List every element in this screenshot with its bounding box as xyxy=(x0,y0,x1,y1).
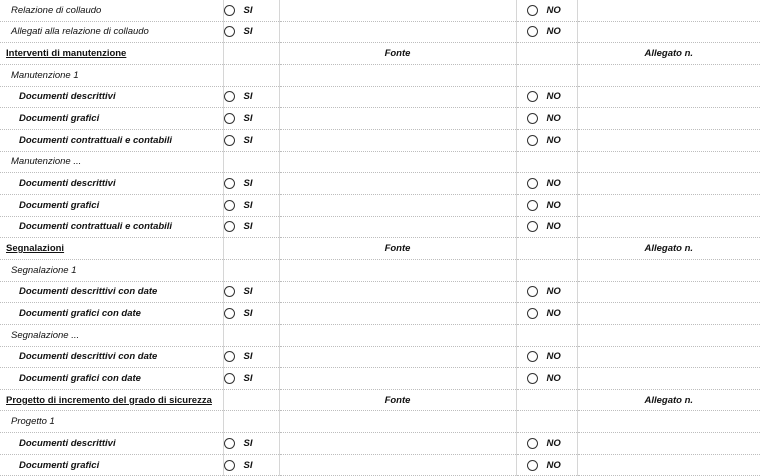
fonte-cell[interactable] xyxy=(279,0,516,21)
option-si xyxy=(223,303,279,325)
allegato-cell[interactable] xyxy=(577,454,760,476)
option-si xyxy=(223,281,279,303)
option-no xyxy=(516,21,577,43)
allegato-cell[interactable] xyxy=(577,194,760,216)
fonte-header: Fonte xyxy=(279,389,516,411)
option-no xyxy=(516,108,577,130)
allegato-cell[interactable] xyxy=(577,86,760,108)
radio-si[interactable] xyxy=(224,373,235,384)
item-label: Documenti contrattuali e contabili xyxy=(0,216,223,238)
allegato-cell[interactable] xyxy=(577,108,760,130)
allegato-header: Allegato n. xyxy=(577,389,760,411)
section-title: Interventi di manutenzione xyxy=(0,43,223,65)
radio-no[interactable] xyxy=(527,308,538,319)
empty-cell xyxy=(223,43,279,65)
section-title: Segnalazioni xyxy=(0,238,223,260)
radio-si[interactable] xyxy=(224,308,235,319)
radio-si[interactable] xyxy=(224,200,235,211)
section-header-row xyxy=(0,238,760,260)
item-label: Relazione di collaudo xyxy=(0,0,223,21)
no-label: NO xyxy=(546,113,561,125)
si-label: SI xyxy=(243,178,253,190)
empty-cell xyxy=(223,324,279,346)
option-si xyxy=(223,108,279,130)
fonte-cell[interactable] xyxy=(279,108,516,130)
option-no xyxy=(516,194,577,216)
option-no xyxy=(516,368,577,390)
group-row xyxy=(0,324,760,346)
option-si xyxy=(223,129,279,151)
no-label: NO xyxy=(546,199,561,211)
empty-cell xyxy=(279,324,516,346)
section-header-row xyxy=(0,43,760,65)
allegato-cell[interactable] xyxy=(577,21,760,43)
empty-cell xyxy=(577,64,760,86)
group-label: Manutenzione ... xyxy=(0,151,223,173)
radio-si[interactable] xyxy=(224,438,235,449)
si-label: SI xyxy=(243,308,253,319)
empty-cell xyxy=(516,259,577,281)
si-label: SI xyxy=(243,199,253,211)
fonte-cell[interactable] xyxy=(279,303,516,325)
empty-cell xyxy=(279,151,516,173)
no-label: NO xyxy=(546,26,561,38)
empty-cell xyxy=(223,64,279,86)
empty-cell xyxy=(516,389,577,411)
empty-cell xyxy=(577,324,760,346)
si-label: SI xyxy=(243,459,253,471)
empty-cell xyxy=(279,411,516,433)
fonte-cell[interactable] xyxy=(279,86,516,108)
group-row xyxy=(0,151,760,173)
item-label: Documenti descrittivi xyxy=(0,173,223,195)
item-label: Documenti grafici con date xyxy=(0,303,223,325)
allegato-cell[interactable] xyxy=(577,433,760,455)
option-si xyxy=(223,433,279,455)
option-no xyxy=(516,0,577,21)
allegato-cell[interactable] xyxy=(577,129,760,151)
group-label: Segnalazione 1 xyxy=(0,259,223,281)
si-label: SI xyxy=(243,134,253,146)
item-label: Documenti descrittivi xyxy=(0,86,223,108)
empty-cell xyxy=(223,259,279,281)
group-row xyxy=(0,259,760,281)
radio-si[interactable] xyxy=(224,26,235,37)
empty-cell xyxy=(577,411,760,433)
item-row xyxy=(0,86,760,108)
option-no xyxy=(516,129,577,151)
option-si xyxy=(223,368,279,390)
fonte-cell[interactable] xyxy=(279,433,516,455)
radio-no[interactable] xyxy=(527,200,538,211)
radio-no[interactable] xyxy=(527,351,538,362)
fonte-cell[interactable] xyxy=(279,216,516,238)
empty-cell xyxy=(516,64,577,86)
fonte-header: Fonte xyxy=(279,238,516,260)
radio-no[interactable] xyxy=(527,178,538,189)
radio-no[interactable] xyxy=(527,113,538,124)
option-si xyxy=(223,0,279,21)
radio-no[interactable] xyxy=(527,373,538,384)
si-label: SI xyxy=(243,91,253,103)
no-label: NO xyxy=(546,372,561,384)
empty-cell xyxy=(223,389,279,411)
si-label: SI xyxy=(243,221,253,233)
option-si xyxy=(223,173,279,195)
no-label: NO xyxy=(546,221,561,233)
radio-si[interactable] xyxy=(224,113,235,124)
option-no xyxy=(516,216,577,238)
item-row xyxy=(0,454,760,476)
item-label: Documenti contrattuali e contabili xyxy=(0,129,223,151)
option-si xyxy=(223,194,279,216)
si-label: SI xyxy=(243,26,253,38)
option-no xyxy=(516,86,577,108)
no-label: NO xyxy=(546,437,561,449)
option-no xyxy=(516,433,577,455)
option-no xyxy=(516,173,577,195)
fonte-cell[interactable] xyxy=(279,346,516,368)
item-row xyxy=(0,108,760,130)
radio-no[interactable] xyxy=(527,135,538,146)
allegato-cell[interactable] xyxy=(577,216,760,238)
empty-cell xyxy=(223,411,279,433)
item-label: Documenti descrittivi con date xyxy=(0,346,223,368)
radio-si[interactable] xyxy=(224,178,235,189)
fonte-cell[interactable] xyxy=(279,194,516,216)
item-row xyxy=(0,303,760,325)
fonte-cell[interactable] xyxy=(279,454,516,476)
no-label: NO xyxy=(546,286,561,298)
item-row xyxy=(0,281,760,303)
radio-no[interactable] xyxy=(527,91,538,102)
radio-si[interactable] xyxy=(224,460,235,471)
radio-no[interactable] xyxy=(527,460,538,471)
item-row xyxy=(0,216,760,238)
item-label: Documenti grafici con date xyxy=(0,368,223,390)
item-label: Documenti grafici xyxy=(0,194,223,216)
empty-cell xyxy=(279,64,516,86)
no-label: NO xyxy=(546,351,561,363)
allegato-cell[interactable] xyxy=(577,346,760,368)
fonte-cell[interactable] xyxy=(279,368,516,390)
option-no xyxy=(516,281,577,303)
option-si xyxy=(223,346,279,368)
item-label: Documenti descrittivi xyxy=(0,433,223,455)
no-label: NO xyxy=(546,4,561,16)
item-row xyxy=(0,433,760,455)
empty-cell xyxy=(516,43,577,65)
allegato-cell[interactable] xyxy=(577,281,760,303)
radio-no[interactable] xyxy=(527,221,538,232)
option-si xyxy=(223,86,279,108)
radio-si[interactable] xyxy=(224,351,235,362)
option-si xyxy=(223,216,279,238)
si-label: SI xyxy=(243,351,253,363)
item-row xyxy=(0,346,760,368)
item-label: Allegati alla relazione di collaudo xyxy=(0,21,223,43)
radio-no[interactable] xyxy=(527,26,538,37)
group-row xyxy=(0,64,760,86)
no-label: NO xyxy=(546,134,561,146)
no-label: NO xyxy=(546,459,561,471)
option-si xyxy=(223,454,279,476)
item-row xyxy=(0,21,760,43)
allegato-cell[interactable] xyxy=(577,0,760,21)
si-label: SI xyxy=(243,437,253,449)
fonte-cell[interactable] xyxy=(279,281,516,303)
si-label: SI xyxy=(243,113,253,125)
radio-no[interactable] xyxy=(527,286,538,297)
item-label: Documenti grafici xyxy=(0,454,223,476)
item-row xyxy=(0,0,760,21)
fonte-cell[interactable] xyxy=(279,173,516,195)
radio-si[interactable] xyxy=(224,91,235,102)
section-title: Progetto di incremento del grado di sicurezza xyxy=(0,389,223,411)
option-no xyxy=(516,346,577,368)
si-label: SI xyxy=(243,286,253,298)
group-label: Manutenzione 1 xyxy=(0,64,223,86)
option-si xyxy=(223,21,279,43)
item-row xyxy=(0,368,760,390)
section-header-row xyxy=(0,389,760,411)
item-label: Documenti grafici xyxy=(0,108,223,130)
empty-cell xyxy=(516,151,577,173)
empty-cell xyxy=(516,324,577,346)
item-row xyxy=(0,194,760,216)
allegato-cell[interactable] xyxy=(577,173,760,195)
si-label: SI xyxy=(243,4,253,16)
radio-si[interactable] xyxy=(224,135,235,146)
empty-cell xyxy=(577,151,760,173)
empty-cell xyxy=(577,259,760,281)
si-label: SI xyxy=(243,372,253,384)
empty-cell xyxy=(223,238,279,260)
item-row xyxy=(0,173,760,195)
allegato-cell[interactable] xyxy=(577,303,760,325)
option-no xyxy=(516,303,577,325)
group-label: Progetto 1 xyxy=(0,411,223,433)
radio-si[interactable] xyxy=(224,5,235,16)
empty-cell xyxy=(279,259,516,281)
empty-cell xyxy=(223,151,279,173)
allegato-header: Allegato n. xyxy=(577,238,760,260)
allegato-cell[interactable] xyxy=(577,368,760,390)
option-no xyxy=(516,454,577,476)
fonte-header: Fonte xyxy=(279,43,516,65)
no-label: NO xyxy=(546,308,561,319)
group-row xyxy=(0,411,760,433)
radio-no[interactable] xyxy=(527,438,538,449)
empty-cell xyxy=(516,411,577,433)
allegato-header: Allegato n. xyxy=(577,43,760,65)
item-label: Documenti descrittivi con date xyxy=(0,281,223,303)
radio-si[interactable] xyxy=(224,221,235,232)
group-label: Segnalazione ... xyxy=(0,324,223,346)
empty-cell xyxy=(516,238,577,260)
radio-si[interactable] xyxy=(224,286,235,297)
no-label: NO xyxy=(546,178,561,190)
fonte-cell[interactable] xyxy=(279,129,516,151)
radio-no[interactable] xyxy=(527,5,538,16)
fonte-cell[interactable] xyxy=(279,21,516,43)
item-row xyxy=(0,129,760,151)
no-label: NO xyxy=(546,91,561,103)
